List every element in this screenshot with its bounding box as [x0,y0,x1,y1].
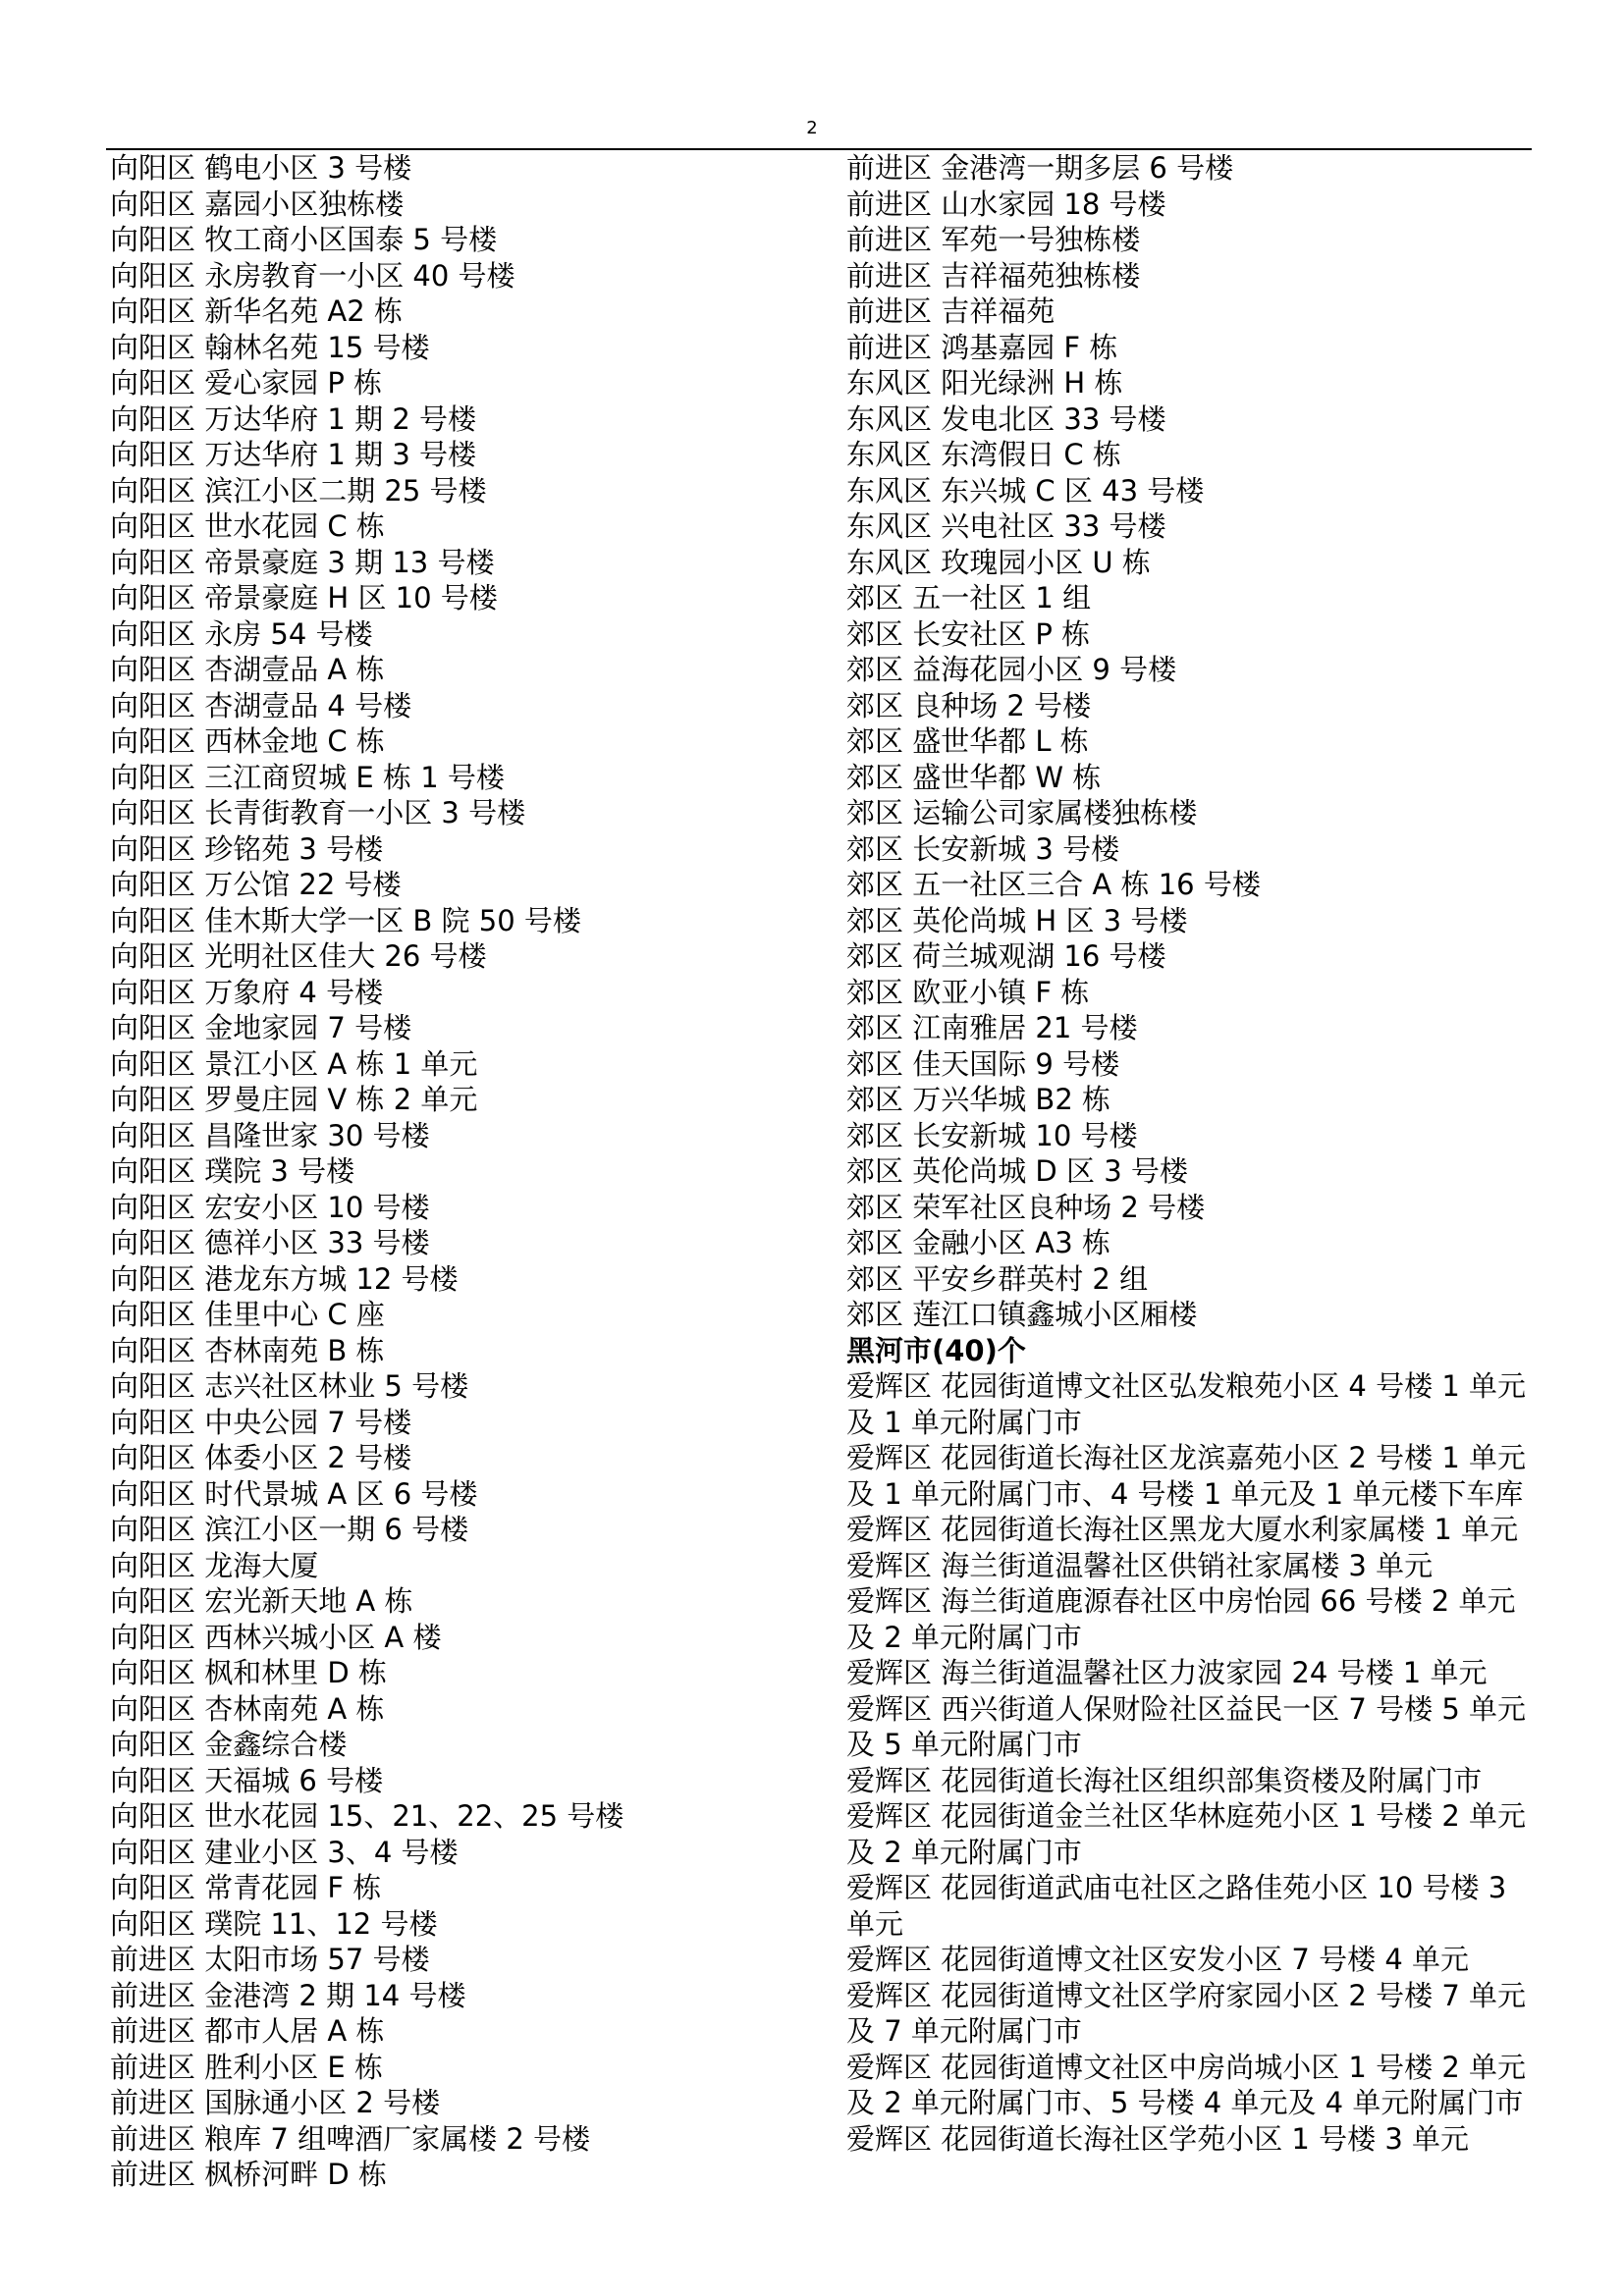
address-list-item: 向阳区 永房 54 号楼 [110,616,373,651]
address-list-item: 向阳区 金地家园 7 号楼 [110,1011,412,1044]
address-list-item: 向阳区 珍铭苑 3 号楼 [110,831,384,866]
address-list-item: 向阳区 牧工商小区国泰 5 号楼 [110,223,498,256]
page-number: 2 [806,118,818,138]
address-list-item: 及 1 单元附属门市 [846,1405,1082,1439]
address-list-item: 向阳区 罗曼庄园 V 栋 2 单元 [110,1083,478,1116]
address-list-item: 向阳区 景江小区 A 栋 1 单元 [110,1046,478,1081]
address-list-item: 前进区 国脉通小区 2 号楼 [110,2086,441,2119]
address-list-item: 前进区 胜利小区 E 栋 [110,2050,383,2084]
address-list-item: 爱辉区 花园街道长海社区黑龙大厦水利家属楼 1 单元 [846,1513,1519,1546]
address-list-item: 向阳区 滨江小区二期 25 号楼 [110,473,487,507]
address-list-item: 向阳区 嘉园小区独栋楼 [110,187,405,221]
address-list-item: 向阳区 时代景城 A 区 6 号楼 [110,1476,478,1511]
address-list-item: 郊区 荷兰城观湖 16 号楼 [846,939,1166,973]
address-list-item: 前进区 都市人居 A 栋 [110,2014,385,2048]
address-list-item: 郊区 运输公司家属楼独栋楼 [846,796,1198,829]
address-list-item: 爱辉区 海兰街道鹿源春社区中房怡园 66 号楼 2 单元 [846,1584,1516,1618]
address-list-item: 向阳区 宏安小区 10 号楼 [110,1190,430,1224]
address-list-item: 向阳区 枫和林里 D 栋 [110,1656,387,1689]
address-list-item: 爱辉区 花园街道博文社区中房尚城小区 1 号楼 2 单元 [846,2050,1526,2084]
address-list-item: 郊区 良种场 2 号楼 [846,688,1092,722]
address-list-item: 前进区 吉祥福苑独栋楼 [846,258,1141,293]
address-list-item: 向阳区 金鑫综合楼 [110,1728,348,1761]
address-list-item: 向阳区 帝景豪庭 3 期 13 号楼 [110,545,495,579]
city-section-heading: 黑河市(40)个 [846,1333,1026,1367]
address-list-item: 郊区 莲江口镇鑫城小区厢楼 [846,1298,1198,1331]
address-list-item: 向阳区 建业小区 3、4 号楼 [110,1835,459,1869]
address-list-item: 向阳区 中央公园 7 号楼 [110,1405,412,1439]
address-list-item: 东风区 东湾假日 C 栋 [846,438,1121,471]
address-list-item: 郊区 五一社区三合 A 栋 16 号楼 [846,868,1261,901]
address-list-item: 郊区 英伦尚城 D 区 3 号楼 [846,1154,1188,1188]
address-list-item: 向阳区 翰林名苑 15 号楼 [110,330,430,364]
address-list-item: 向阳区 天福城 6 号楼 [110,1763,384,1797]
address-list-item: 向阳区 光明社区佳大 26 号楼 [110,939,487,973]
address-list-item: 郊区 长安新城 3 号楼 [846,831,1120,866]
address-list-item: 前进区 太阳市场 57 号楼 [110,1943,430,1976]
address-list-item: 爱辉区 花园街道长海社区龙滨嘉苑小区 2 号楼 1 单元 [846,1441,1526,1474]
address-list-item: 爱辉区 西兴街道人保财险社区益民一区 7 号楼 5 单元 [846,1691,1526,1726]
address-list-item: 向阳区 璞院 11、12 号楼 [110,1906,438,1941]
address-list-item: 向阳区 志兴社区林业 5 号楼 [110,1369,469,1403]
address-list-item: 东风区 玫瑰园小区 U 栋 [846,545,1151,579]
address-list-item: 郊区 益海花园小区 9 号楼 [846,653,1177,686]
address-list-item: 向阳区 西林兴城小区 A 楼 [110,1620,442,1654]
address-list-item: 向阳区 佳木斯大学一区 B 院 50 号楼 [110,903,581,937]
address-list-item: 前进区 鸿基嘉园 F 栋 [846,330,1118,364]
address-list-item: 前进区 军苑一号独栋楼 [846,223,1141,256]
address-list-item: 东风区 兴电社区 33 号楼 [846,509,1166,543]
address-list-item: 向阳区 爱心家园 P 栋 [110,366,383,400]
address-list-item: 东风区 发电北区 33 号楼 [846,401,1166,436]
address-list-item: 郊区 江南雅居 21 号楼 [846,1011,1138,1044]
address-list-item: 及 2 单元附属门市 [846,1620,1082,1654]
address-list-item: 爱辉区 花园街道博文社区学府家园小区 2 号楼 7 单元 [846,1978,1526,2012]
address-list-item: 前进区 金港湾 2 期 14 号楼 [110,1978,466,2012]
address-list-item: 向阳区 新华名苑 A2 栋 [110,294,403,328]
address-list-item: 爱辉区 花园街道金兰社区华林庭苑小区 1 号楼 2 单元 [846,1799,1526,1833]
address-list-item: 及 1 单元附属门市、4 号楼 1 单元及 1 单元楼下车库 [846,1476,1524,1511]
right-column-list [846,150,1534,2157]
address-list-item: 郊区 金融小区 A3 栋 [846,1226,1110,1259]
address-list-item: 郊区 平安乡群英村 2 组 [846,1261,1149,1296]
address-list-item: 郊区 五一社区 1 组 [846,581,1092,614]
address-list-item: 爱辉区 海兰街道温馨社区供销社家属楼 3 单元 [846,1548,1434,1582]
address-list-item: 爱辉区 花园街道长海社区学苑小区 1 号楼 3 单元 [846,2121,1469,2156]
address-list-item: 向阳区 昌隆世家 30 号楼 [110,1118,430,1152]
left-column-list [110,150,837,2193]
address-list-item: 郊区 长安新城 10 号楼 [846,1118,1138,1152]
address-list-item: 向阳区 西林金地 C 栋 [110,724,385,758]
address-list-item: 东风区 阳光绿洲 H 栋 [846,366,1123,400]
address-list-item: 郊区 欧亚小镇 F 栋 [846,975,1090,1009]
address-list-item: 爱辉区 花园街道长海社区组织部集资楼及附属门市 [846,1763,1483,1797]
address-list-item: 及 2 单元附属门市、5 号楼 4 单元及 4 单元附属门市 [846,2086,1524,2119]
address-list-item: 向阳区 鹤电小区 3 号楼 [110,151,412,185]
address-list-item: 郊区 长安社区 P 栋 [846,616,1091,651]
address-list-item: 向阳区 杏湖壹品 4 号楼 [110,688,412,722]
address-list-item: 向阳区 万达华府 1 期 3 号楼 [110,438,476,471]
address-list-item: 向阳区 万象府 4 号楼 [110,975,384,1009]
address-list-item: 爱辉区 花园街道武庙屯社区之路佳苑小区 10 号楼 3 [846,1871,1507,1904]
address-list-item: 向阳区 长青街教育一小区 3 号楼 [110,796,526,829]
address-list-item: 向阳区 万公馆 22 号楼 [110,868,402,901]
address-list-item: 向阳区 世水花园 C 栋 [110,509,385,543]
address-list-item: 前进区 枫桥河畔 D 栋 [110,2158,387,2191]
address-list-item: 及 2 单元附属门市 [846,1835,1082,1869]
address-list-item: 郊区 佳天国际 9 号楼 [846,1046,1120,1081]
address-list-item: 爱辉区 花园街道博文社区弘发粮苑小区 4 号楼 1 单元 [846,1369,1526,1403]
address-list-item: 向阳区 杏林南苑 B 栋 [110,1333,385,1367]
address-list-item: 东风区 东兴城 C 区 43 号楼 [846,473,1205,507]
address-list-item: 前进区 吉祥福苑 [846,294,1056,328]
address-list-item: 单元 [846,1906,904,1941]
address-list-item: 向阳区 龙海大厦 [110,1548,319,1582]
address-list-item: 向阳区 宏光新天地 A 栋 [110,1584,413,1618]
address-list-item: 向阳区 三江商贸城 E 栋 1 号楼 [110,760,505,794]
address-list-item: 郊区 盛世华都 L 栋 [846,724,1089,758]
address-list-item: 向阳区 港龙东方城 12 号楼 [110,1261,459,1296]
address-list-item: 向阳区 常青花园 F 栋 [110,1871,382,1904]
address-list-item: 向阳区 滨江小区一期 6 号楼 [110,1513,469,1546]
address-list-item: 郊区 盛世华都 W 栋 [846,760,1102,794]
address-list-item: 向阳区 德祥小区 33 号楼 [110,1226,430,1259]
address-list-item: 郊区 英伦尚城 H 区 3 号楼 [846,903,1188,937]
address-list-item: 向阳区 佳里中心 C 座 [110,1298,385,1331]
address-list-item: 及 7 单元附属门市 [846,2014,1082,2048]
address-list-item: 爱辉区 海兰街道温馨社区力波家园 24 号楼 1 单元 [846,1656,1488,1689]
address-list-item: 及 5 单元附属门市 [846,1728,1082,1761]
address-list-item: 向阳区 璞院 3 号楼 [110,1154,355,1188]
address-list-item: 向阳区 杏湖壹品 A 栋 [110,653,385,686]
address-list-item: 郊区 万兴华城 B2 栋 [846,1083,1111,1116]
address-list-item: 向阳区 体委小区 2 号楼 [110,1441,412,1474]
address-list-item: 前进区 山水家园 18 号楼 [846,187,1166,221]
address-list-item: 郊区 荣军社区良种场 2 号楼 [846,1190,1206,1224]
address-list-item: 前进区 粮库 7 组啤酒厂家属楼 2 号楼 [110,2121,590,2156]
address-list-item: 向阳区 帝景豪庭 H 区 10 号楼 [110,581,498,614]
address-list-item: 向阳区 世水花园 15、21、22、25 号楼 [110,1799,624,1833]
address-list-item: 前进区 金港湾一期多层 6 号楼 [846,151,1234,185]
address-list-item: 爱辉区 花园街道博文社区安发小区 7 号楼 4 单元 [846,1943,1469,1976]
address-list-item: 向阳区 杏林南苑 A 栋 [110,1691,385,1726]
address-list-item: 向阳区 万达华府 1 期 2 号楼 [110,401,476,436]
address-list-item: 向阳区 永房教育一小区 40 号楼 [110,258,515,293]
